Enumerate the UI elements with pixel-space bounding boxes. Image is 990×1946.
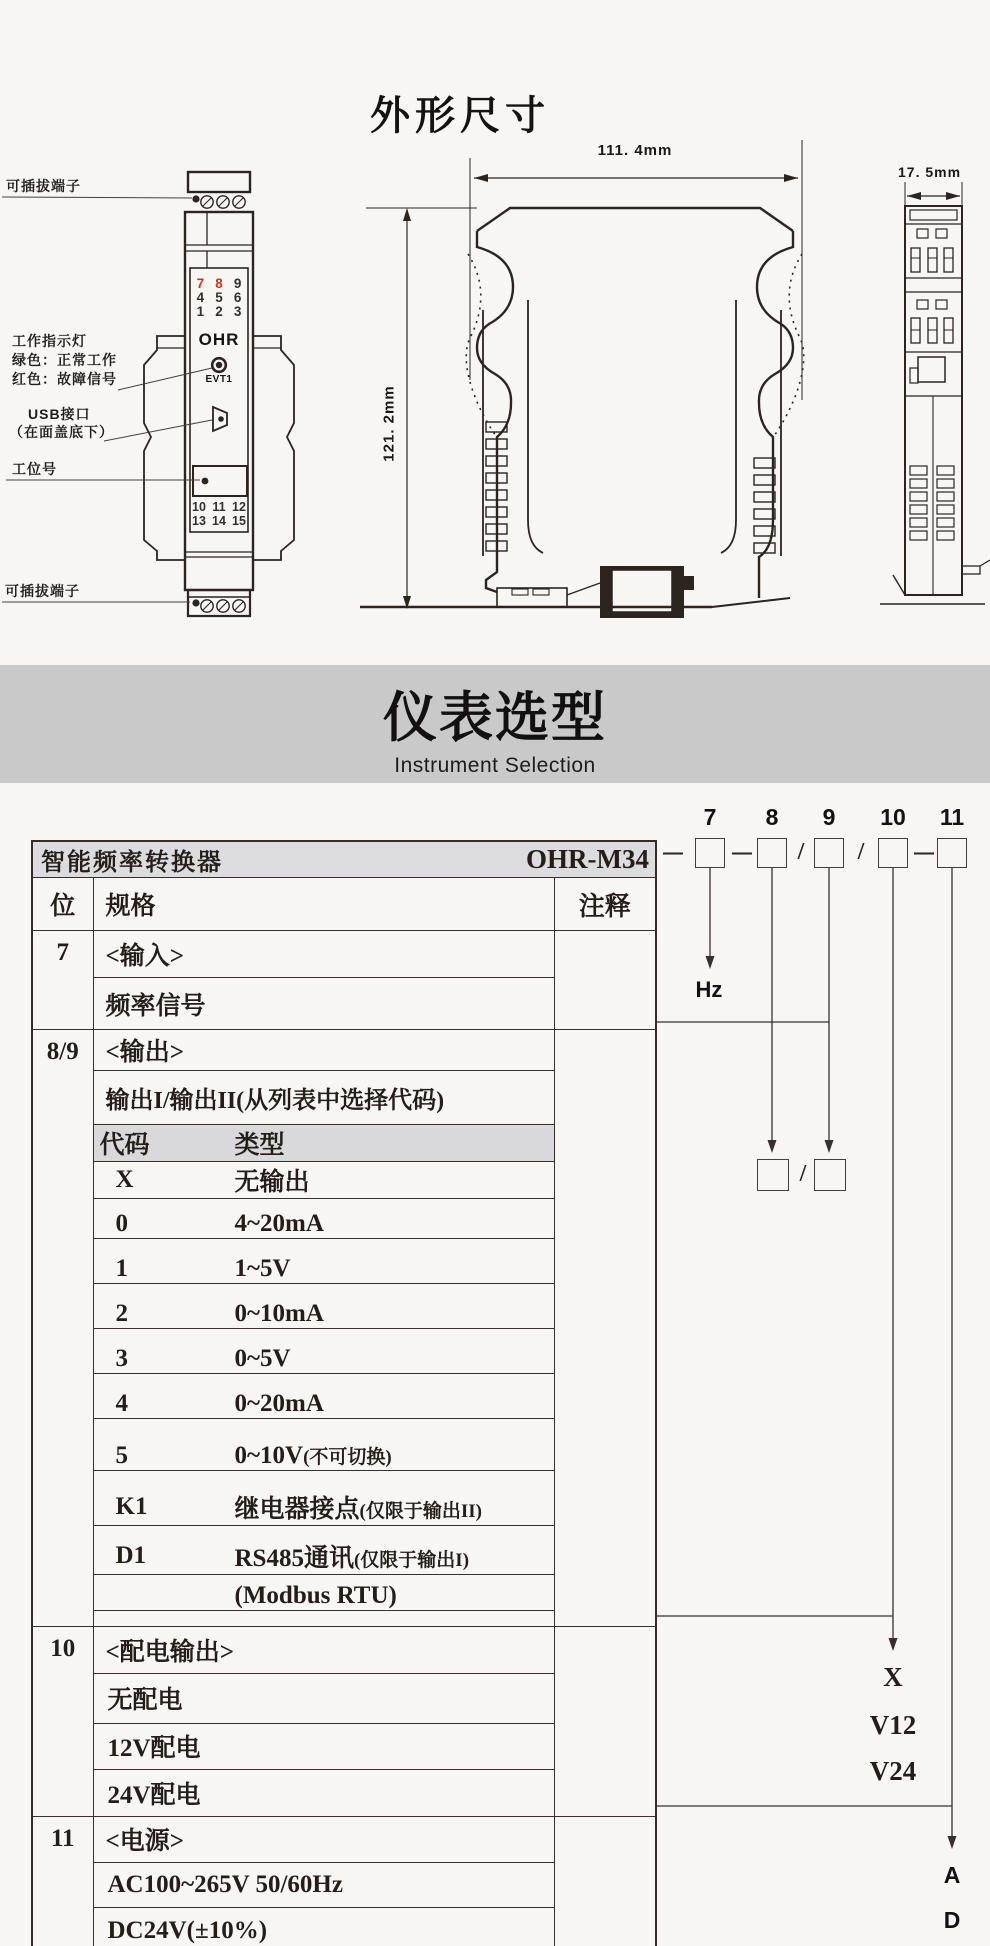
dist-option: 24V配电 bbox=[93, 1769, 554, 1816]
type-col-header: 类型 bbox=[234, 1132, 285, 1159]
code-row bbox=[94, 1442, 554, 1471]
code-col-header: 代码 bbox=[99, 1132, 150, 1159]
digit-11: 11 bbox=[939, 804, 965, 830]
terminal-number: 2 bbox=[215, 304, 223, 319]
col-header-note: 注释 bbox=[554, 878, 656, 931]
led-indicator bbox=[212, 358, 226, 372]
code-slash-1: / bbox=[797, 839, 805, 865]
dist-code-v12: V12 bbox=[869, 1710, 917, 1740]
power-code-a: A bbox=[943, 1862, 961, 1888]
terminal-number: 3 bbox=[233, 304, 242, 319]
code-slash-2: / bbox=[857, 839, 865, 865]
type-value: 0~5V bbox=[234, 1345, 291, 1372]
terminal-screws-top bbox=[192, 195, 245, 208]
dist-code-v24: V24 bbox=[869, 1756, 917, 1786]
label-indicator-title: 工作指示灯 bbox=[12, 333, 87, 349]
terminal-number: 11 bbox=[212, 500, 226, 514]
label-indicator-green: 绿色：正常工作 bbox=[12, 352, 117, 368]
code-row bbox=[94, 1582, 554, 1611]
code-value: 1 bbox=[115, 1255, 128, 1282]
label-pluggable-terminal-top: 可插拔端子 bbox=[6, 178, 81, 194]
spec-output-subtitle: 输出I/输出II(从列表中选择代码) bbox=[93, 1071, 554, 1125]
code-box-10 bbox=[878, 838, 908, 868]
model-number: OHR-M34 bbox=[526, 844, 650, 874]
rail-tab-right bbox=[253, 336, 294, 560]
power-code-d: D bbox=[943, 1907, 961, 1933]
code-value: 4 bbox=[115, 1390, 128, 1417]
note-cell bbox=[554, 931, 656, 1030]
spec-output-title: <输出> bbox=[93, 1030, 554, 1071]
code-row bbox=[94, 1390, 554, 1419]
brand-logo: OHR bbox=[198, 330, 240, 349]
code-box-7 bbox=[695, 838, 725, 868]
bit-cell-10: 10 bbox=[32, 1626, 93, 1816]
terminal-number: 13 bbox=[192, 514, 206, 528]
table-title-row bbox=[32, 841, 656, 878]
code-row bbox=[94, 1489, 554, 1526]
terminal-number: 4 bbox=[196, 290, 205, 305]
banner-title: 仪表选型 bbox=[383, 688, 607, 748]
spec-input-value: 频率信号 bbox=[93, 978, 554, 1030]
dimension-width: 111. 4mm bbox=[597, 142, 673, 159]
hz-label: Hz bbox=[695, 977, 723, 1002]
code-value: D1 bbox=[115, 1542, 147, 1569]
section-title-outline: 外形尺寸 bbox=[370, 94, 550, 138]
terminal-number: 14 bbox=[212, 514, 226, 528]
bit-cell-7: 7 bbox=[32, 931, 93, 1030]
label-usb-port: USB接口 bbox=[28, 406, 91, 422]
type-value: 1~5V bbox=[234, 1255, 291, 1282]
bit-cell-11: 11 bbox=[32, 1816, 93, 1946]
output2-code-box bbox=[814, 1159, 846, 1191]
terminal-screws-bottom bbox=[192, 599, 245, 612]
selection-table bbox=[31, 840, 657, 1946]
dimension-depth: 17. 5mm bbox=[898, 164, 962, 180]
spec-dist-title: <配电输出> bbox=[93, 1626, 554, 1673]
digit-8: 8 bbox=[765, 804, 779, 830]
spec-input-title: <输入> bbox=[93, 931, 554, 978]
label-usb-port-note: （在面盖底下） bbox=[9, 424, 114, 440]
code-value: 3 bbox=[115, 1345, 128, 1372]
terminal-numbers-top bbox=[191, 277, 247, 319]
type-value: 0~20mA bbox=[234, 1390, 324, 1417]
dist-option: 12V配电 bbox=[93, 1723, 554, 1769]
din-rail-clip bbox=[600, 566, 694, 618]
code-dash-1: — bbox=[663, 842, 683, 864]
terminal-number: 5 bbox=[215, 290, 223, 305]
output1-code-box bbox=[757, 1159, 789, 1191]
type-value: 继电器接点(仅限于输出II) bbox=[234, 1496, 482, 1523]
terminal-number: 15 bbox=[232, 514, 246, 528]
code-dash-2: — bbox=[732, 842, 752, 864]
type-value: 0~10V(不可切换) bbox=[234, 1442, 392, 1469]
type-value: 0~10mA bbox=[234, 1300, 324, 1327]
code-box-9 bbox=[814, 838, 844, 868]
code-dash-3: — bbox=[914, 842, 934, 864]
code-row bbox=[94, 1300, 554, 1329]
profile-view-drawing bbox=[360, 140, 804, 618]
digit-10: 10 bbox=[880, 804, 906, 830]
code-box-11 bbox=[937, 838, 967, 868]
output-slash: / bbox=[799, 1161, 807, 1187]
terminal-number: 12 bbox=[232, 500, 246, 514]
terminal-number: 10 bbox=[192, 500, 206, 514]
leader-lines bbox=[2, 197, 212, 602]
col-header-bit: 位 bbox=[32, 878, 93, 931]
label-pluggable-terminal-bottom: 可插拔端子 bbox=[5, 583, 80, 599]
product-name: 智能频率转换器 bbox=[41, 850, 223, 876]
code-value: 5 bbox=[115, 1442, 128, 1469]
col-header-spec: 规格 bbox=[93, 878, 554, 931]
note-cell bbox=[554, 1030, 656, 1627]
type-value: 无输出 bbox=[234, 1169, 310, 1196]
type-value: 4~20mA bbox=[234, 1210, 324, 1237]
note-cell bbox=[554, 1816, 656, 1946]
instrument-selection-banner bbox=[0, 665, 990, 783]
code-row bbox=[94, 1162, 554, 1199]
code-row bbox=[94, 1210, 554, 1239]
spec-power-title: <电源> bbox=[93, 1816, 554, 1862]
code-row bbox=[94, 1538, 554, 1575]
rail-tab-left bbox=[144, 336, 185, 560]
front-view-drawing bbox=[144, 172, 294, 616]
type-value: (Modbus RTU) bbox=[234, 1582, 397, 1609]
banner-subtitle: Instrument Selection bbox=[394, 754, 596, 777]
station-number-box bbox=[193, 466, 247, 496]
code-value: 2 bbox=[115, 1300, 128, 1327]
code-value: X bbox=[115, 1166, 134, 1193]
type-value: RS485通讯(仅限于输出I) bbox=[234, 1545, 470, 1572]
usb-port bbox=[213, 407, 227, 431]
power-option: DC24V(±10%) bbox=[93, 1907, 554, 1946]
note-cell bbox=[554, 1626, 656, 1816]
side-vent-slots bbox=[910, 466, 954, 540]
terminal-number: 8 bbox=[215, 276, 223, 291]
code-row bbox=[94, 1255, 554, 1284]
dist-option: 无配电 bbox=[93, 1673, 554, 1723]
label-indicator-red: 红色：故障信号 bbox=[12, 371, 117, 387]
terminal-number: 1 bbox=[196, 304, 205, 319]
code-box-8 bbox=[757, 838, 787, 868]
terminal-number: 9 bbox=[233, 276, 242, 291]
code-value: 0 bbox=[115, 1210, 128, 1237]
code-table-header bbox=[94, 1125, 554, 1162]
side-view-drawing bbox=[880, 182, 990, 604]
terminal-number: 6 bbox=[233, 290, 242, 305]
dist-code-x: X bbox=[883, 1662, 903, 1692]
code-value: K1 bbox=[115, 1493, 148, 1520]
selection-connectors bbox=[655, 867, 957, 1849]
terminal-number: 7 bbox=[196, 276, 205, 291]
label-station-number: 工位号 bbox=[12, 461, 57, 477]
bit-cell-89: 8/9 bbox=[32, 1030, 93, 1627]
digit-9: 9 bbox=[822, 804, 836, 830]
digit-7: 7 bbox=[703, 804, 717, 830]
terminal-numbers-bottom bbox=[189, 500, 249, 528]
dimension-height: 121. 2mm bbox=[380, 385, 398, 462]
code-row bbox=[94, 1345, 554, 1374]
power-option: AC100~265V 50/60Hz bbox=[93, 1862, 554, 1907]
led-label: EVT1 bbox=[205, 374, 233, 385]
